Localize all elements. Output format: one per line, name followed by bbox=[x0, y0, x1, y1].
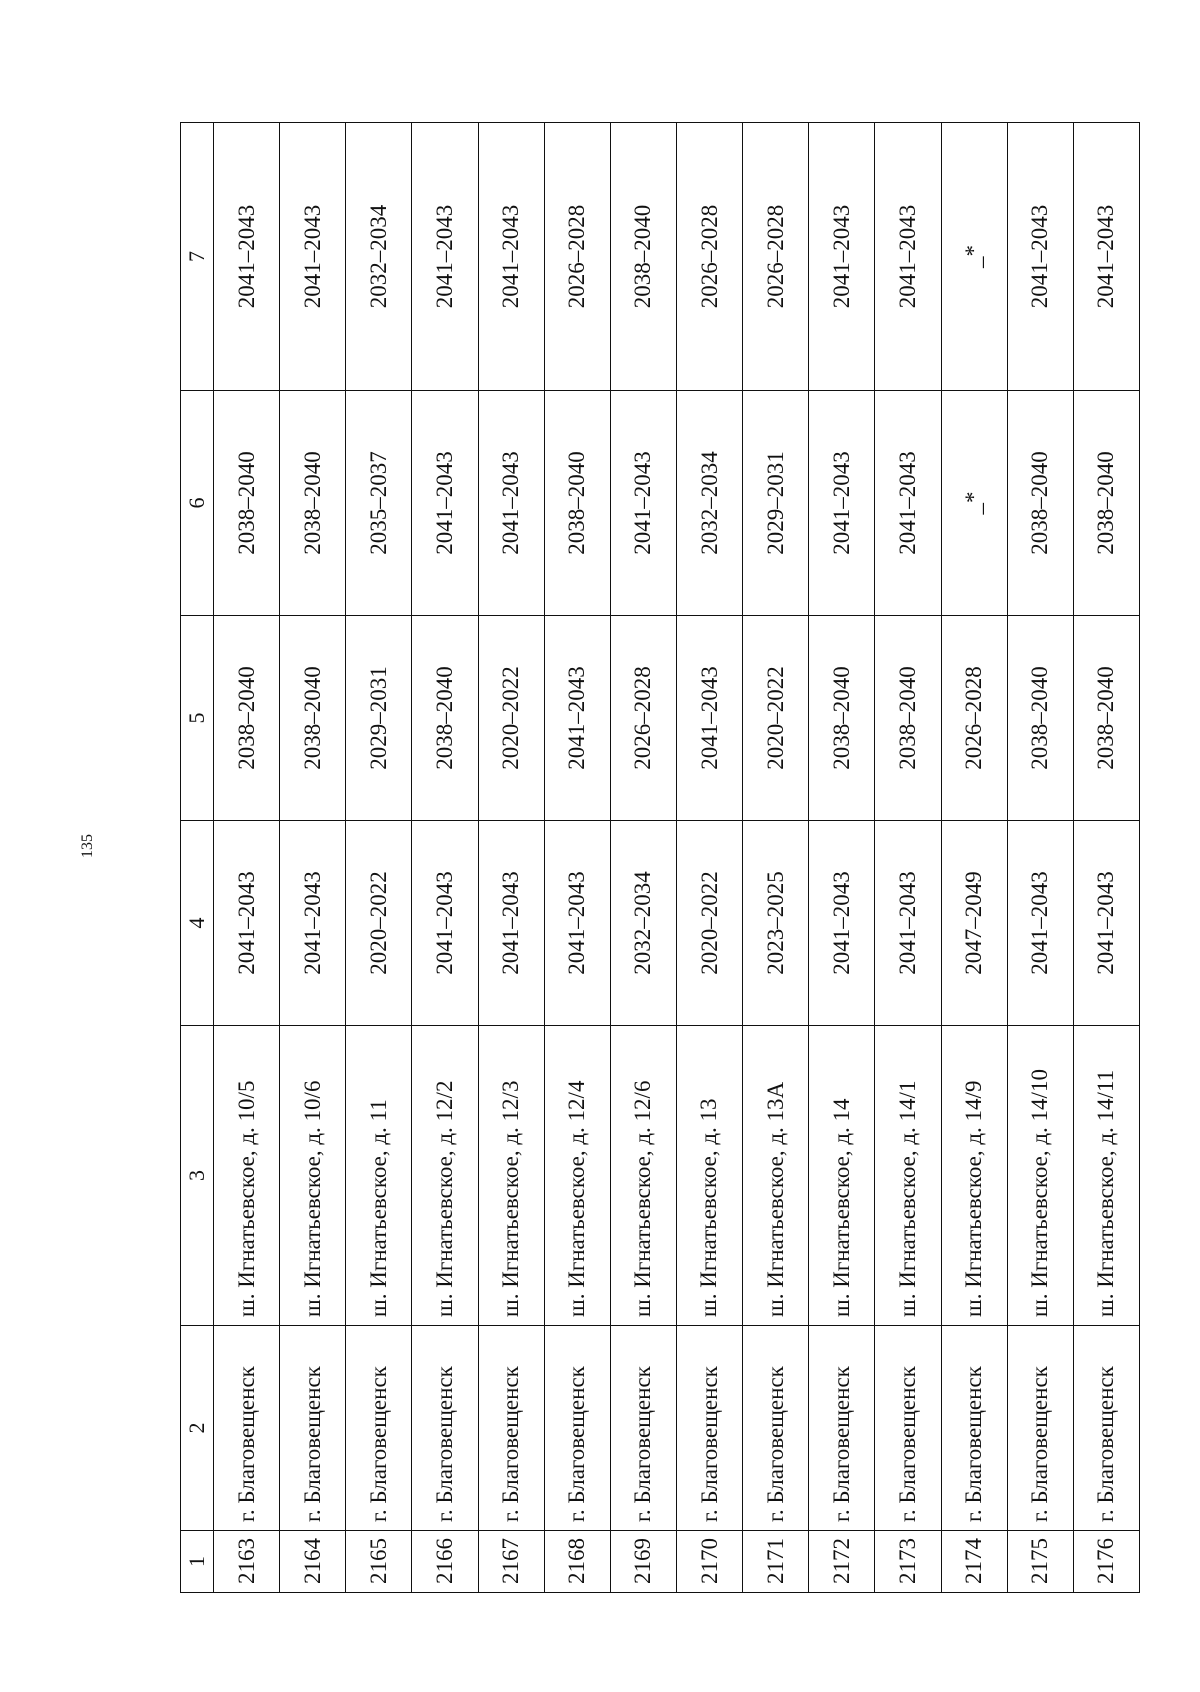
period-col6-cell: 2038–2040 bbox=[1007, 391, 1073, 616]
period-col7-cell: 2041–2043 bbox=[214, 123, 280, 391]
schedule-table-container bbox=[180, 123, 1140, 1593]
period-col5-cell: 2038–2040 bbox=[1007, 616, 1073, 821]
period-col7-cell: 2026–2028 bbox=[743, 123, 809, 391]
address-cell: ш. Игнатьевское, д. 14/10 bbox=[1007, 1026, 1073, 1326]
row-number-cell: 2172 bbox=[809, 1531, 875, 1593]
header-row bbox=[181, 123, 214, 1593]
address-cell: ш. Игнатьевское, д. 12/3 bbox=[478, 1026, 544, 1326]
schedule-table bbox=[180, 122, 1140, 1593]
period-col4-cell: 2041–2043 bbox=[214, 821, 280, 1026]
period-col5-cell: 2041–2043 bbox=[676, 616, 742, 821]
table-row bbox=[676, 123, 742, 1593]
period-col6-cell: 2041–2043 bbox=[809, 391, 875, 616]
period-col7-cell: 2041–2043 bbox=[478, 123, 544, 391]
header-cell-2: 2 bbox=[181, 1326, 214, 1531]
row-number-cell: 2164 bbox=[280, 1531, 346, 1593]
city-cell: г. Благовещенск bbox=[809, 1326, 875, 1531]
table-row bbox=[214, 123, 280, 1593]
table-row bbox=[412, 123, 478, 1593]
row-number-cell: 2174 bbox=[941, 1531, 1007, 1593]
period-col6-cell: 2038–2040 bbox=[280, 391, 346, 616]
period-col7-cell: 2038–2040 bbox=[610, 123, 676, 391]
period-col7-cell: 2041–2043 bbox=[412, 123, 478, 391]
header-cell-5: 5 bbox=[181, 616, 214, 821]
address-cell: ш. Игнатьевское, д. 13 bbox=[676, 1026, 742, 1326]
period-col7-cell: 2026–2028 bbox=[676, 123, 742, 391]
city-cell: г. Благовещенск bbox=[941, 1326, 1007, 1531]
page-number: 135 bbox=[79, 834, 96, 858]
address-cell: ш. Игнатьевское, д. 10/6 bbox=[280, 1026, 346, 1326]
city-cell: г. Благовещенск bbox=[544, 1326, 610, 1531]
period-col4-cell: 2041–2043 bbox=[544, 821, 610, 1026]
period-col6-cell: _* bbox=[941, 391, 1007, 616]
period-col5-cell: 2029–2031 bbox=[346, 616, 412, 821]
table-row bbox=[478, 123, 544, 1593]
city-cell: г. Благовещенск bbox=[610, 1326, 676, 1531]
city-cell: г. Благовещенск bbox=[1007, 1326, 1073, 1531]
period-col7-cell: 2032–2034 bbox=[346, 123, 412, 391]
city-cell: г. Благовещенск bbox=[875, 1326, 941, 1531]
period-col4-cell: 2020–2022 bbox=[346, 821, 412, 1026]
period-col4-cell: 2023–2025 bbox=[743, 821, 809, 1026]
period-col6-cell: 2038–2040 bbox=[544, 391, 610, 616]
table-row bbox=[1073, 123, 1139, 1593]
period-col5-cell: 2038–2040 bbox=[280, 616, 346, 821]
period-col5-cell: 2038–2040 bbox=[1073, 616, 1139, 821]
row-number-cell: 2175 bbox=[1007, 1531, 1073, 1593]
period-col6-cell: 2041–2043 bbox=[610, 391, 676, 616]
period-col6-cell: 2041–2043 bbox=[478, 391, 544, 616]
address-cell: ш. Игнатьевское, д. 14 bbox=[809, 1026, 875, 1326]
table-row bbox=[610, 123, 676, 1593]
address-cell: ш. Игнатьевское, д. 14/1 bbox=[875, 1026, 941, 1326]
row-number-cell: 2173 bbox=[875, 1531, 941, 1593]
period-col7-cell: 2041–2043 bbox=[280, 123, 346, 391]
address-cell: ш. Игнатьевское, д. 12/2 bbox=[412, 1026, 478, 1326]
period-col5-cell: 2041–2043 bbox=[544, 616, 610, 821]
period-col5-cell: 2038–2040 bbox=[809, 616, 875, 821]
address-cell: ш. Игнатьевское, д. 14/11 bbox=[1073, 1026, 1139, 1326]
row-number-cell: 2176 bbox=[1073, 1531, 1139, 1593]
city-cell: г. Благовещенск bbox=[346, 1326, 412, 1531]
table-row bbox=[1007, 123, 1073, 1593]
address-cell: ш. Игнатьевское, д. 14/9 bbox=[941, 1026, 1007, 1326]
row-number-cell: 2169 bbox=[610, 1531, 676, 1593]
city-cell: г. Благовещенск bbox=[214, 1326, 280, 1531]
period-col6-cell: 2029–2031 bbox=[743, 391, 809, 616]
period-col4-cell: 2041–2043 bbox=[1007, 821, 1073, 1026]
period-col4-cell: 2041–2043 bbox=[412, 821, 478, 1026]
table-row bbox=[544, 123, 610, 1593]
period-col4-cell: 2041–2043 bbox=[809, 821, 875, 1026]
period-col4-cell: 2020–2022 bbox=[676, 821, 742, 1026]
period-col4-cell: 2041–2043 bbox=[478, 821, 544, 1026]
period-col5-cell: 2038–2040 bbox=[214, 616, 280, 821]
period-col7-cell: 2026–2028 bbox=[544, 123, 610, 391]
period-col5-cell: 2038–2040 bbox=[412, 616, 478, 821]
header-cell-7: 7 bbox=[181, 123, 214, 391]
period-col7-cell: 2041–2043 bbox=[809, 123, 875, 391]
period-col6-cell: 2041–2043 bbox=[875, 391, 941, 616]
period-col4-cell: 2047–2049 bbox=[941, 821, 1007, 1026]
header-cell-6: 6 bbox=[181, 391, 214, 616]
table-row bbox=[280, 123, 346, 1593]
period-col6-cell: 2038–2040 bbox=[214, 391, 280, 616]
period-col5-cell: 2020–2022 bbox=[478, 616, 544, 821]
period-col6-cell: 2038–2040 bbox=[1073, 391, 1139, 616]
address-cell: ш. Игнатьевское, д. 11 bbox=[346, 1026, 412, 1326]
address-cell: ш. Игнатьевское, д. 10/5 bbox=[214, 1026, 280, 1326]
table-row bbox=[875, 123, 941, 1593]
city-cell: г. Благовещенск bbox=[676, 1326, 742, 1531]
table-row bbox=[809, 123, 875, 1593]
address-cell: ш. Игнатьевское, д. 12/6 bbox=[610, 1026, 676, 1326]
row-number-cell: 2170 bbox=[676, 1531, 742, 1593]
period-col4-cell: 2041–2043 bbox=[1073, 821, 1139, 1026]
period-col5-cell: 2038–2040 bbox=[875, 616, 941, 821]
period-col6-cell: 2041–2043 bbox=[412, 391, 478, 616]
period-col7-cell: 2041–2043 bbox=[1007, 123, 1073, 391]
period-col4-cell: 2041–2043 bbox=[280, 821, 346, 1026]
period-col6-cell: 2035–2037 bbox=[346, 391, 412, 616]
table-row bbox=[346, 123, 412, 1593]
header-cell-3: 3 bbox=[181, 1026, 214, 1326]
period-col7-cell: _* bbox=[941, 123, 1007, 391]
row-number-cell: 2168 bbox=[544, 1531, 610, 1593]
period-col5-cell: 2026–2028 bbox=[610, 616, 676, 821]
table-row bbox=[941, 123, 1007, 1593]
header-cell-1: 1 bbox=[181, 1531, 214, 1593]
address-cell: ш. Игнатьевское, д. 12/4 bbox=[544, 1026, 610, 1326]
period-col6-cell: 2032–2034 bbox=[676, 391, 742, 616]
period-col4-cell: 2041–2043 bbox=[875, 821, 941, 1026]
period-col7-cell: 2041–2043 bbox=[875, 123, 941, 391]
row-number-cell: 2163 bbox=[214, 1531, 280, 1593]
city-cell: г. Благовещенск bbox=[478, 1326, 544, 1531]
city-cell: г. Благовещенск bbox=[1073, 1326, 1139, 1531]
city-cell: г. Благовещенск bbox=[280, 1326, 346, 1531]
address-cell: ш. Игнатьевское, д. 13А bbox=[743, 1026, 809, 1326]
row-number-cell: 2171 bbox=[743, 1531, 809, 1593]
header-cell-4: 4 bbox=[181, 821, 214, 1026]
row-number-cell: 2165 bbox=[346, 1531, 412, 1593]
period-col5-cell: 2020–2022 bbox=[743, 616, 809, 821]
city-cell: г. Благовещенск bbox=[743, 1326, 809, 1531]
city-cell: г. Благовещенск bbox=[412, 1326, 478, 1531]
period-col4-cell: 2032–2034 bbox=[610, 821, 676, 1026]
table-row bbox=[743, 123, 809, 1593]
row-number-cell: 2166 bbox=[412, 1531, 478, 1593]
period-col7-cell: 2041–2043 bbox=[1073, 123, 1139, 391]
row-number-cell: 2167 bbox=[478, 1531, 544, 1593]
period-col5-cell: 2026–2028 bbox=[941, 616, 1007, 821]
table-body bbox=[214, 123, 1140, 1593]
